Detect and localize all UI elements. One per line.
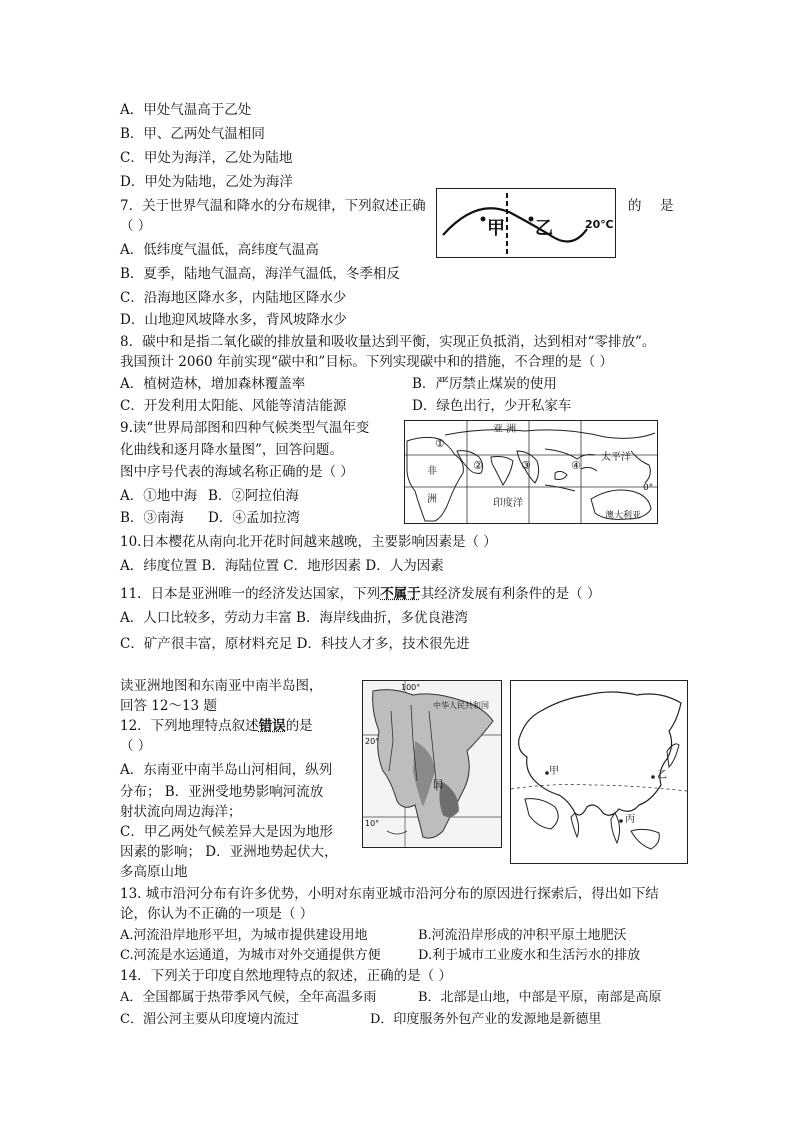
- map-marker-4: ④: [571, 459, 581, 472]
- map-seasia-guo: 国: [433, 780, 443, 791]
- map-seasia-20: 20°: [365, 737, 380, 746]
- label-jia: 甲: [487, 218, 505, 239]
- map-label-pacific: 太平洋: [601, 452, 631, 463]
- q8-option-d: D．绿色出行，少开私家车: [412, 398, 572, 414]
- q13-stem-line2: 论，你认为不正确的一项是（ ）: [120, 906, 314, 922]
- q12-a-line3: 射状流向周边海洋；: [120, 804, 242, 820]
- label-yi: 乙: [535, 218, 553, 239]
- q13-option-c: C.河流是水运通道，为城市对外交通提供方便: [120, 948, 381, 963]
- q14-option-c: C．湄公河主要从印度境内流过: [120, 1012, 299, 1027]
- q7-option-b: B．夏季，陆地气温高，海洋气温低，冬季相反: [120, 266, 400, 282]
- q12-paren: （ ）: [120, 738, 152, 754]
- q13-option-b: B.河流沿岸形成的冲积平原土地肥沃: [418, 928, 627, 943]
- q7-option-a: A．低纬度气温低，高纬度气温高: [120, 242, 319, 258]
- q8-stem-line1: 8．碳中和是指二氧化碳的排放量和吸收量达到平衡，实现正负抵消，达到相对“零排放”。: [120, 334, 656, 350]
- q13-stem-line1: 13. 城市沿河分布有许多优势，小明对东南亚城市沿河分布的原因进行探索后，得出如下结: [120, 886, 659, 902]
- map-marker-1: ①: [435, 437, 445, 450]
- group12-intro-line1: 读亚洲地图和东南亚中南半岛图，: [120, 678, 323, 694]
- q7-option-d: D．山地迎风坡降水多，背风坡降水少: [120, 312, 347, 328]
- q13-option-d: D.利于城市工业废水和生活污水的排放: [418, 948, 641, 963]
- q9-option-d: D．④孟加拉湾: [208, 510, 300, 526]
- asia-map-bing: 丙: [625, 814, 635, 825]
- q9-stem-line2: 化曲线和逐月降水量图”，回答问题。: [120, 442, 343, 458]
- q8-stem-line2: 我国预计 2060 年前实现“碳中和”目标。下列实现碳中和的措施，不合理的是（ ）: [120, 354, 614, 370]
- q12-c-line1: C．甲乙两处气候差异大是因为地形: [120, 824, 333, 840]
- asia-map-jia: 甲: [549, 766, 559, 777]
- world-partial-map: [404, 420, 658, 524]
- label-20c: 20℃: [585, 218, 614, 231]
- q14-option-a: A．全国都属于热带季风气候，全年高温多雨: [120, 990, 377, 1005]
- map-label-australia: 澳大利亚: [605, 511, 642, 521]
- point-jia: [481, 217, 486, 222]
- option-a-prev: A．甲处气温高于乙处: [120, 102, 252, 118]
- map-label-africa-1: 非: [427, 466, 437, 477]
- isotherm-figure: [436, 188, 616, 258]
- q11-options-ab: A．人口比较多，劳动力丰富 B．海岸线曲折，多优良港湾: [120, 610, 468, 626]
- option-d-prev: D．甲处为陆地，乙处为海洋: [120, 174, 293, 190]
- map-seasia-100: 100°: [401, 683, 421, 692]
- q10-options: A．纬度位置 B．海陆位置 C．地形因素 D．人为因素: [120, 558, 444, 574]
- q7-option-c: C．沿海地区降水多，内陆地区降水少: [120, 290, 347, 306]
- q9-stem-line1: 9.读“世界局部图和四种气候类型气温年变: [120, 420, 370, 436]
- q9-option-c: B．③南海: [120, 510, 184, 526]
- q7-stem-tail-2: 是: [660, 198, 674, 214]
- q10-stem: 10.日本樱花从南向北开花时间越来越晚，主要影响因素是（ ）: [120, 534, 497, 550]
- q12-a-line2: 分布； B．亚洲受地势影响河流放: [120, 784, 324, 800]
- map-marker-3: ③: [521, 459, 531, 472]
- southeast-asia-map: [362, 680, 502, 848]
- q12-c-line2: 因素的影响； D．亚洲地势起伏大，: [120, 844, 338, 860]
- map-label-africa-2: 洲: [427, 494, 437, 505]
- map-label-asia: 亚 洲: [493, 424, 517, 435]
- q14-stem: 14．下列关于印度自然地理特点的叙述，正确的是（ ）: [120, 968, 452, 984]
- q8-option-b: B．严厉禁止煤炭的使用: [412, 376, 557, 392]
- q7-stem-tail-1: 的: [628, 198, 642, 214]
- q12-c-line3: 多高原山地: [120, 864, 188, 880]
- q8-option-a: A．植树造林，增加森林覆盖率: [120, 376, 306, 392]
- q11-stem: 11．日本是亚洲唯一的经济发达国家，下列不属于其经济发展有利条件的是（ ）: [120, 586, 601, 602]
- q7-stem: 7．关于世界气温和降水的分布规律，下列叙述正确: [120, 198, 426, 214]
- point-yi: [529, 217, 534, 222]
- q8-option-c: C．开发利用太阳能、风能等清洁能源: [120, 398, 347, 414]
- q14-option-d: D．印度服务外包产业的发源地是新德里: [370, 1012, 602, 1027]
- q13-option-a: A.河流沿岸地形平坦，为城市提供建设用地: [120, 928, 368, 943]
- q14-option-b: B．北部是山地，中部是平原，南部是高原: [418, 990, 662, 1005]
- option-b-prev: B．甲、乙两处气温相同: [120, 126, 265, 142]
- group12-intro-line2: 回答 12～13 题: [120, 698, 217, 714]
- q9-option-a: A．①地中海: [120, 488, 198, 504]
- q9-option-b: B．②阿拉伯海: [208, 488, 299, 504]
- q9-stem-line3: 图中序号代表的海域名称正确的是（ ）: [120, 464, 354, 480]
- map-marker-2: ②: [473, 459, 483, 472]
- map-seasia-10: 10°: [365, 819, 380, 828]
- q12-a-line1: A．东南亚中南半岛山河相间，纵列: [120, 762, 333, 778]
- asia-map-yi: 乙: [657, 770, 667, 781]
- map-label-zero: 0°: [643, 483, 654, 493]
- isotherm-curve: [443, 208, 587, 241]
- q11-emphasis: 不属于: [380, 586, 421, 602]
- map-label-indian-ocean: 印度洋: [493, 498, 523, 509]
- q12-stem: 12．下列地理特点叙述错误的是: [120, 718, 313, 734]
- q11-options-cd: C．矿产很丰富，原材料充足 D．科技人才多，技术很先进: [120, 636, 470, 652]
- q7-paren: （ ）: [120, 218, 152, 234]
- option-c-prev: C．甲处为海洋，乙处为陆地: [120, 150, 293, 166]
- asia-map: [510, 680, 688, 864]
- q12-emphasis: 错误: [258, 718, 286, 734]
- map-seasia-china: 中华人民共和国: [433, 701, 489, 710]
